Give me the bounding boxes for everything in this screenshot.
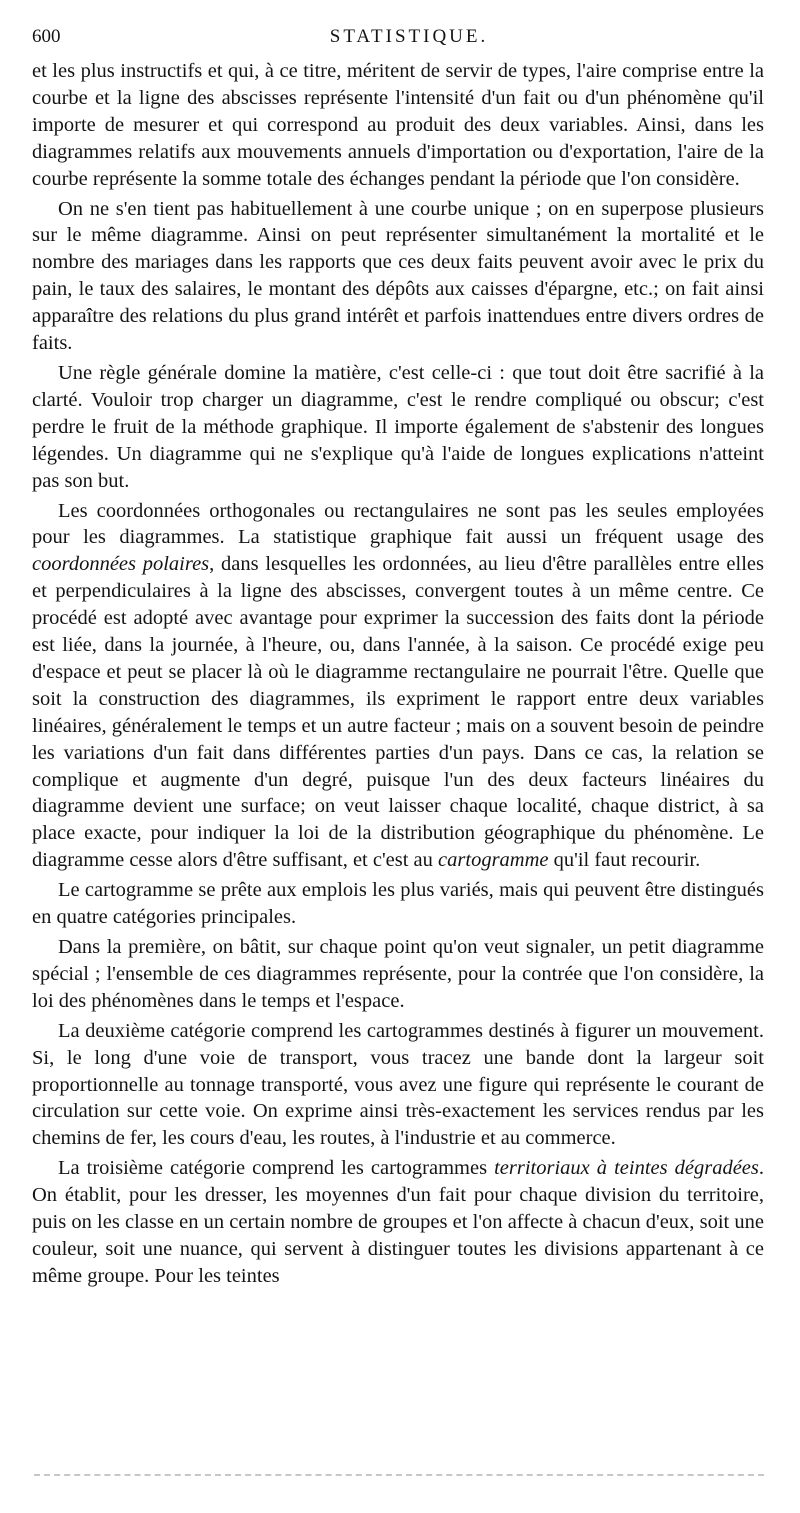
paragraph-text: Les coordonnées orthogonales ou rectangulaires ne sont pas les seules employées pour les diagrammes. La statistique graphique fait aussi un fréquent usage des xyxy=(32,499,764,549)
paragraph-text: qu'il faut recourir. xyxy=(548,849,701,872)
page-number: 600 xyxy=(32,26,61,47)
paragraph-7 xyxy=(32,1018,764,1153)
paragraph-text: , dans lesquelles les ordonnées, au lieu d'être parallèles entre elles et perpendiculaires à la ligne des abscisses, convergent toutes à un même centre. Ce procédé est adopté avec avantage pour exprimer la succession des faits dont la période est liée, dans la journée, à l'heure, ou, dans l'année, à la saison. Ce procédé exige peu d'espace et peut se placer là où le diagramme rectangulaire ne pourrait l'être. Quelle que soit la construction des diagrammes, ils expriment le rapport entre deux variables linéaires, généralement le temps et un autre facteur ; mais on a souvent besoin de peindre les variations d'un fait dans différentes parties d'un pays. Dans ce cas, la relation se complique et augmente d'un degré, puisque l'un des deux facteurs linéaires du diagramme devient une surface; on veut laisser chaque localité, chaque district, à sa place exacte, pour indiquer la loi de la distribution géographique du phénomène. Le diagramme cesse alors d'être suffisant, et c'est au xyxy=(32,553,765,872)
paragraph-8 xyxy=(32,1155,764,1290)
paragraph-text: Une règle générale domine la matière, c'est celle-ci : que tout doit être sacrifié à la clarté. Vouloir trop charger un diagramme, c'est le rendre compliqué ou obscur; c'est perdre le fruit de la méthode graphique. Il importe également de s'abstenir des longues légendes. Un diagramme qui ne s'explique qu'à l'aide de longues explications n'atteint pas son but. xyxy=(32,361,764,492)
paragraph-text: Le cartogramme se prête aux emplois les plus variés, mais qui peuvent être distingués en quatre catégories principales. xyxy=(32,879,764,929)
paragraph-5 xyxy=(32,877,764,931)
page-header xyxy=(32,26,766,50)
paragraph-text: La deuxième catégorie comprend les cartogrammes destinés à figurer un mouvement. Si, le long d'une voie de transport, vous tracez une bande dont la largeur soit proportionnelle au tonnage transporté, vous avez une figure qui représente le courant de circulation sur cette voie. On exprime ainsi très-exactement les services rendus par les chemins de fer, les cours d'eau, les routes, à l'industrie et au commerce. xyxy=(32,1019,764,1150)
italic-term-territoriaux: territoriaux à teintes dégradées xyxy=(494,1157,759,1180)
paragraph-6 xyxy=(32,934,764,1015)
paragraph-text: Dans la première, on bâtit, sur chaque point qu'on veut signaler, un petit diagramme spécial ; l'ensemble de ces diagrammes représente, pour la contrée que l'on considère, la loi des phénomènes dans le temps et l'espace. xyxy=(32,936,764,1012)
paragraph-1 xyxy=(32,58,764,193)
paragraph-text: On ne s'en tient pas habituellement à une courbe unique ; on en superpose plusieurs sur le même diagramme. Ainsi on peut représenter simultanément la mortalité et le nombre des mariages dans les rapports que ces deux faits peuvent avoir avec le prix du pain, le taux des salaires, le montant des dépôts aux caisses d'épargne, etc.; on fait ainsi apparaître des relations du plus grand intérêt et parfois inattendues entre divers ordres de faits. xyxy=(32,197,764,355)
body-text xyxy=(32,58,764,1293)
paragraph-2 xyxy=(32,196,764,357)
paragraph-3 xyxy=(32,360,764,495)
paragraph-4 xyxy=(32,498,764,875)
running-title: STATISTIQUE. xyxy=(329,26,489,47)
footer-dashed-rule xyxy=(34,1474,764,1476)
paragraph-text: et les plus instructifs et qui, à ce titre, méritent de servir de types, l'aire comprise entre la courbe et la ligne des abscisses représente l'intensité d'un fait ou d'un phénomène qu'il importe de mesurer et qui correspond au produit des deux variables. Ainsi, dans les diagrammes relatifs aux mouvements annuels d'importation ou d'exportation, l'aire de la courbe représente la somme totale des échanges pendant la période que l'on considère. xyxy=(32,60,764,190)
italic-term-coordonnees-polaires: coordonnées polaires xyxy=(32,553,210,576)
paragraph-text: La troisième catégorie comprend les cartogrammes xyxy=(58,1157,495,1180)
paragraph-text: . On établit, pour les dresser, les moyennes d'un fait pour chaque division du territoire, puis on les classe en un certain nombre de groupes et l'on affecte à chacun d'eux, soit une couleur, soit une nuance, qui servent à distinguer toutes les divisions appartenant à ce même groupe. Pour les teintes xyxy=(32,1157,765,1287)
italic-term-cartogramme: cartogramme xyxy=(438,849,549,872)
